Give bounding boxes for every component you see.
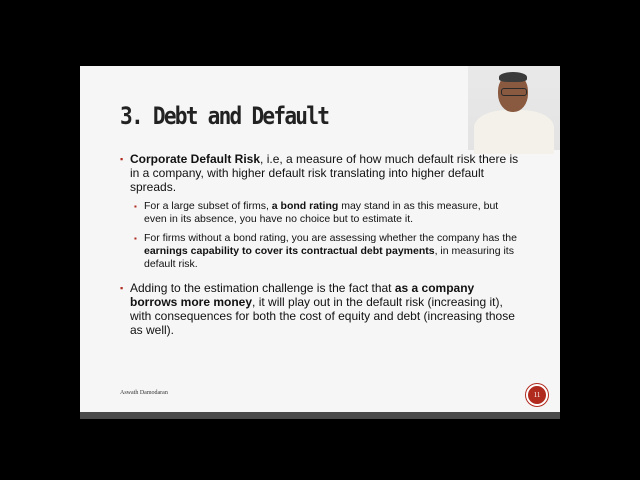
bullet-text: Adding to the estimation challenge is the fact that bbox=[130, 281, 395, 295]
sub-bullet-text: For firms without a bond rating, you are assessing whether the company has the bbox=[144, 232, 517, 244]
sub-bullet-text-bold: earnings capability to cover its contractual debt payments bbox=[144, 245, 435, 257]
square-bullet-icon: ▪ bbox=[120, 154, 124, 164]
slide-title: 3. Debt and Default bbox=[120, 102, 329, 130]
presenter-glasses bbox=[501, 88, 527, 96]
sub-bullet-text: For a large subset of firms, bbox=[144, 200, 272, 212]
bullet-corporate-default-risk bbox=[120, 152, 520, 194]
sub-bullet-text: may stand in as this measure, but even in its absence, you have no choice but to estimate it. bbox=[144, 200, 499, 225]
sub-bullet-no-bond-rating bbox=[120, 232, 520, 271]
square-bullet-icon: ▪ bbox=[134, 202, 137, 211]
bullet-text-bold: as a company borrows more money bbox=[130, 281, 475, 309]
slide-bottom-bar bbox=[80, 412, 560, 419]
bullet-text: , it will play out in the default risk (increasing it), with consequences for both the cost of equity and debt (increasing those as well). bbox=[130, 295, 515, 337]
page-number-badge: 11 bbox=[526, 384, 548, 406]
square-bullet-icon: ▪ bbox=[134, 234, 137, 243]
bullet-text: , i.e, a measure of how much default risk there is in a company, with higher default risk translating into higher default spreads. bbox=[130, 152, 519, 194]
sub-bullet-bond-rating bbox=[120, 200, 520, 226]
presenter-hair bbox=[499, 72, 527, 82]
bullet-text-bold: Corporate Default Risk bbox=[130, 152, 261, 166]
sub-bullet-text-bold: a bond rating bbox=[271, 200, 339, 212]
bullet-estimation-challenge bbox=[120, 281, 520, 337]
slide-content bbox=[120, 152, 520, 337]
footer-author: Aswath Damodaran bbox=[120, 390, 168, 396]
presenter-video bbox=[468, 66, 560, 150]
square-bullet-icon: ▪ bbox=[120, 283, 124, 293]
sub-bullet-text: , in measuring its default risk. bbox=[144, 245, 514, 270]
presenter-shirt bbox=[474, 110, 554, 154]
slide bbox=[80, 66, 560, 412]
